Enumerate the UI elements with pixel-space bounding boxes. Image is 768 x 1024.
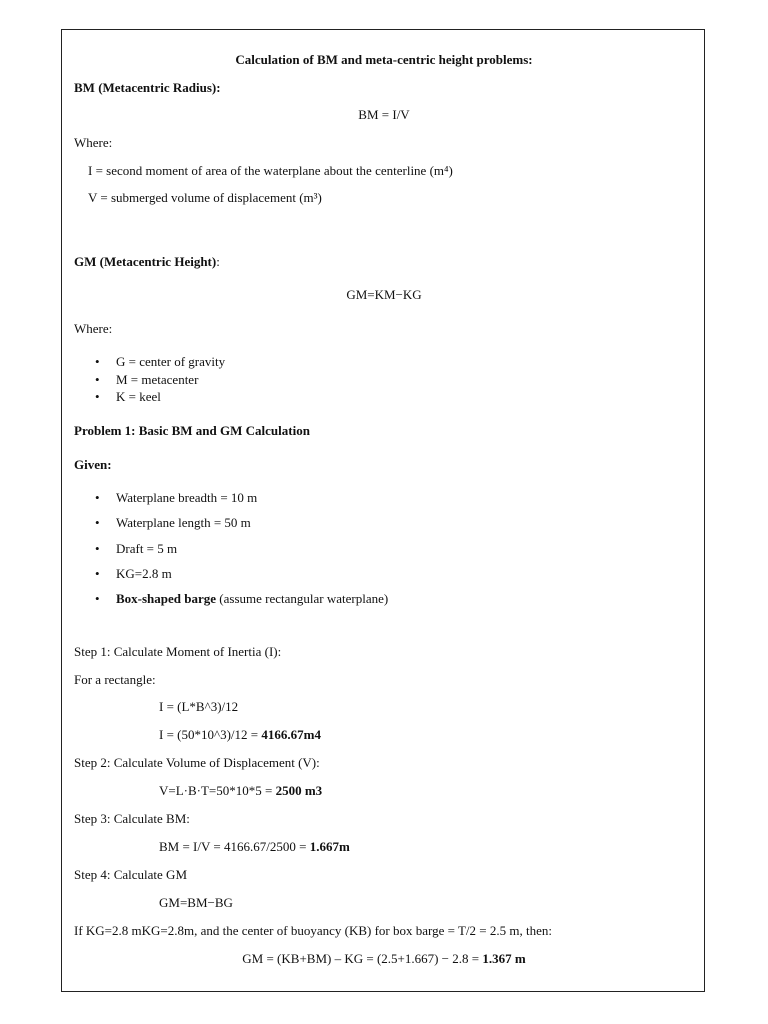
problem1-heading: Problem 1: Basic BM and GM Calculation (74, 423, 310, 438)
gm-heading-text: GM (Metacentric Height) (74, 254, 217, 269)
given-barge-bold: Box-shaped barge (116, 591, 217, 606)
v-calculation (159, 783, 322, 799)
gm-heading-colon: : (216, 254, 220, 269)
bm-where: Where: (74, 135, 113, 150)
step4-label: Step 4: Calculate GM (74, 867, 188, 882)
bm-heading: BM (Metacentric Radius): (74, 80, 221, 95)
bm-formula: BM = I/V (358, 107, 410, 122)
i-formula: I = (L*B^3)/12 (159, 699, 239, 714)
given-barge-rest: (assume rectangular waterplane) (216, 591, 389, 606)
bm-def-v: V = submerged volume of displacement (m³) (88, 190, 322, 205)
gm-def-m: M = metacenter (116, 372, 199, 387)
bm-calc-result: 1.667m (309, 839, 350, 854)
gm-final-result: 1.367 m (482, 951, 526, 966)
gm-heading (74, 254, 220, 270)
bm-calculation (159, 839, 350, 855)
bm-calc-expr: BM = I/V = 4166.67/2500 = (159, 839, 310, 854)
given-draft: Draft = 5 m (116, 541, 178, 556)
v-calc-expr: V=L·B·T=50*10*5 = (159, 783, 276, 798)
gm-where: Where: (74, 321, 113, 336)
step2-label: Step 2: Calculate Volume of Displacement (V): (74, 755, 320, 770)
i-calculation (159, 727, 321, 743)
document-title: Calculation of BM and meta-centric height problems: (235, 52, 533, 67)
given-length: Waterplane length = 50 m (116, 515, 251, 530)
gm-def-k: K = keel (116, 389, 161, 404)
given-label: Given: (74, 457, 112, 472)
given-barge (116, 591, 388, 607)
kb-text: If KG=2.8 mKG=2.8m, and the center of buoyancy (KB) for box barge = T/2 = 2.5 m, then: (74, 923, 552, 938)
gm-formula-step4: GM=BM−BG (159, 895, 233, 910)
for-rectangle: For a rectangle: (74, 672, 156, 687)
gm-def-g: G = center of gravity (116, 354, 226, 369)
given-kg: KG=2.8 m (116, 566, 172, 581)
gm-final-expr: GM = (KB+BM) – KG = (2.5+1.667) − 2.8 = (242, 951, 483, 966)
i-calc-expr: I = (50*10^3)/12 = (159, 727, 262, 742)
gm-formula: GM=KM−KG (346, 287, 422, 302)
given-breadth: Waterplane breadth = 10 m (116, 490, 258, 505)
gm-final (0, 951, 768, 967)
step3-label: Step 3: Calculate BM: (74, 811, 190, 826)
step1-label: Step 1: Calculate Moment of Inertia (I): (74, 644, 282, 659)
i-calc-result: 4166.67m4 (261, 727, 321, 742)
bm-def-i: I = second moment of area of the waterplane about the centerline (m⁴) (88, 163, 453, 178)
v-calc-result: 2500 m3 (275, 783, 323, 798)
